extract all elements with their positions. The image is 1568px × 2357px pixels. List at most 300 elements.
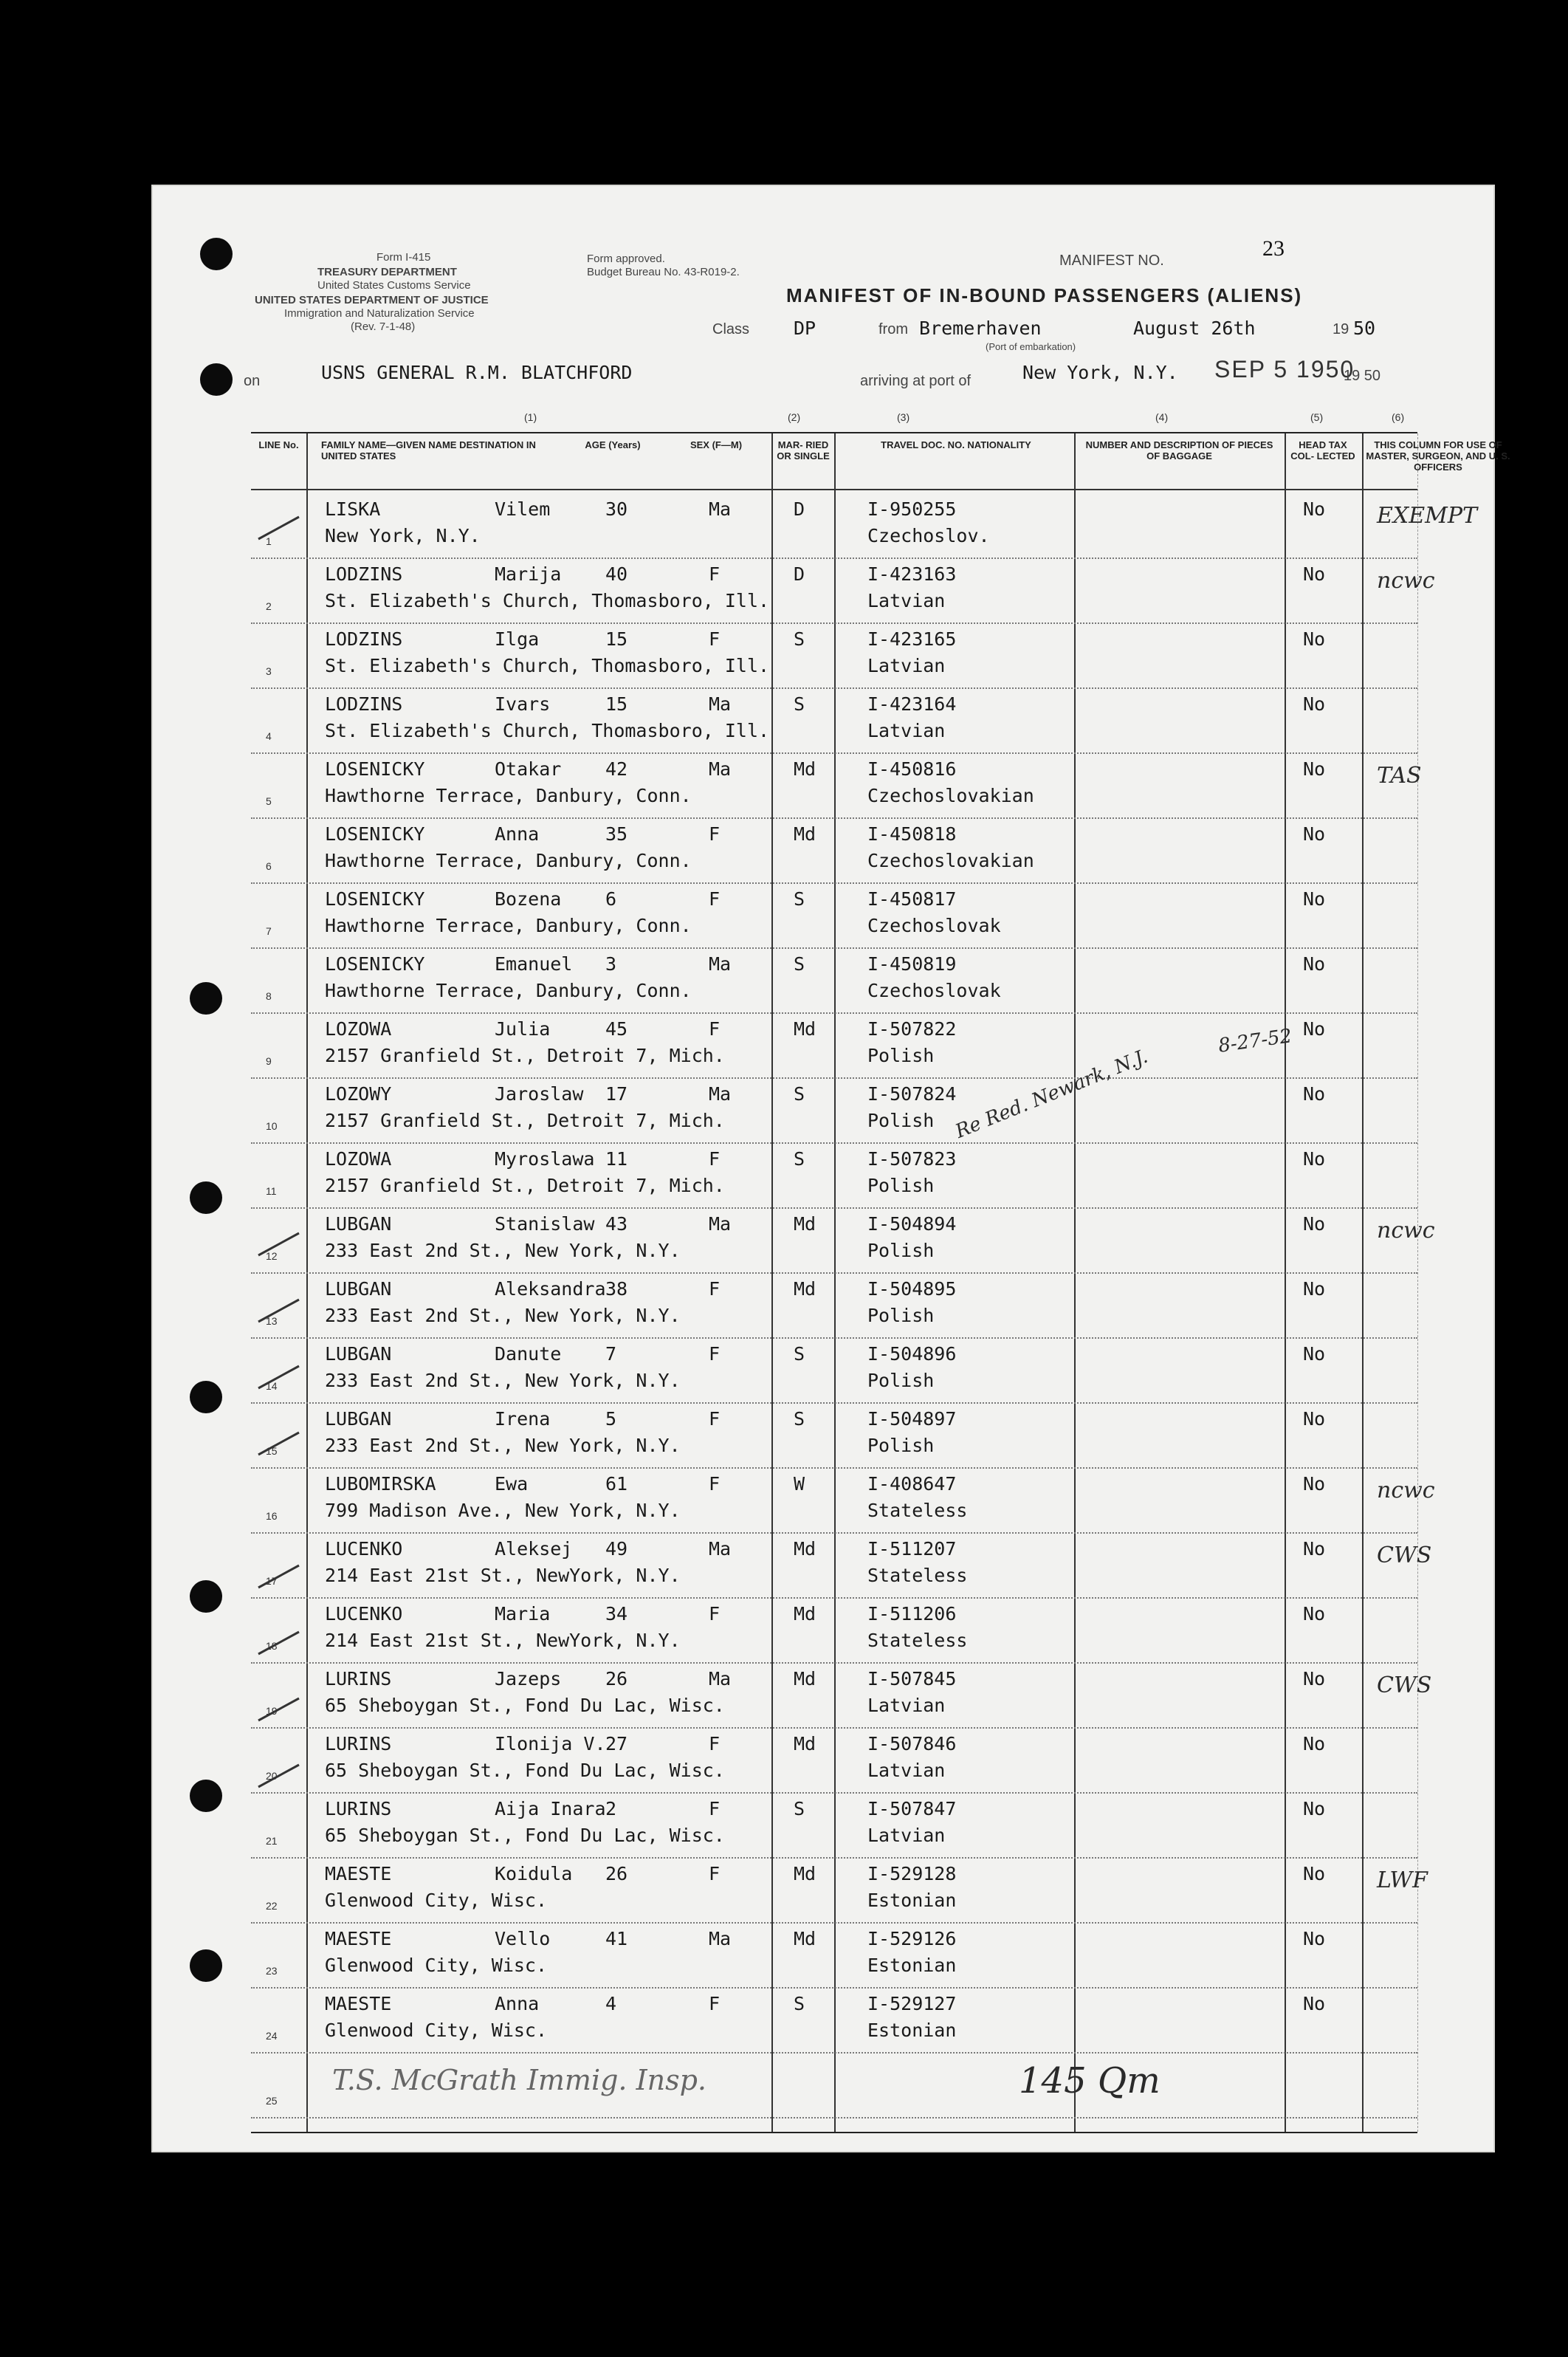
nationality: Stateless [867, 1500, 968, 1521]
line-number: 20 [266, 1770, 278, 1782]
inspector-signature: T.S. McGrath Immig. Insp. [332, 2064, 706, 2096]
head-tax: No [1303, 1993, 1326, 2014]
line-number: 9 [266, 1055, 272, 1067]
travel-doc-number: I-450819 [867, 953, 957, 975]
arriving-label: arriving at port of [860, 373, 972, 389]
nationality: Polish [867, 1370, 935, 1391]
destination: 2157 Granfield St., Detroit 7, Mich. [325, 1045, 725, 1066]
officer-note: TAS [1377, 763, 1422, 789]
sex: F [709, 1408, 721, 1430]
marital-status: S [794, 1408, 805, 1430]
line-number: 13 [266, 1315, 278, 1327]
given-name: Otakar [495, 758, 562, 780]
age: 17 [605, 1083, 628, 1105]
nationality: Polish [867, 1110, 935, 1131]
manifest-no-label: MANIFEST NO. [1059, 253, 1164, 269]
destination: 65 Sheboygan St., Fond Du Lac, Wisc. [325, 1695, 725, 1716]
marital-status: S [794, 1083, 805, 1105]
budget-bureau: Budget Bureau No. 43-R019-2. [587, 266, 740, 278]
given-name: Jaroslaw [495, 1083, 584, 1105]
table-row [251, 1792, 1417, 1857]
nationality: Latvian [867, 590, 946, 611]
destination: 233 East 2nd St., New York, N.Y. [325, 1435, 681, 1456]
travel-doc-number: I-504894 [867, 1213, 957, 1235]
travel-doc-number: I-507824 [867, 1083, 957, 1105]
header-married: MAR- RIED OR SINGLE [777, 439, 830, 462]
line-number: 23 [266, 1965, 278, 1977]
line-number: 21 [266, 1835, 278, 1847]
port-caption: (Port of embarkation) [986, 341, 1076, 352]
travel-doc-number: I-423163 [867, 563, 957, 585]
officer-note: EXEMPT [1377, 503, 1478, 529]
head-tax: No [1303, 628, 1326, 650]
destination: Hawthorne Terrace, Danbury, Conn. [325, 785, 692, 806]
binder-hole [190, 982, 222, 1015]
sex: F [709, 888, 721, 910]
header-head-tax: HEAD TAX COL- LECTED [1290, 439, 1355, 462]
table-row [251, 493, 1478, 557]
destination: St. Elizabeth's Church, Thomasboro, Ill. [325, 590, 770, 611]
line-number: 4 [266, 730, 272, 742]
travel-doc-number: I-450817 [867, 888, 957, 910]
sex: F [709, 1993, 721, 2014]
age: 61 [605, 1473, 628, 1495]
travel-doc-number: I-450818 [867, 823, 957, 845]
page-number: 23 [1262, 236, 1285, 261]
age: 15 [605, 693, 628, 715]
age: 26 [605, 1668, 628, 1689]
table-row [251, 687, 1417, 752]
nationality: Estonian [867, 1955, 957, 1976]
marital-status: S [794, 1798, 805, 1819]
nationality: Latvian [867, 1695, 946, 1716]
line-number: 7 [266, 925, 272, 937]
officer-note: CWS [1377, 1672, 1432, 1698]
line-number: 2 [266, 600, 272, 612]
sex: F [709, 1798, 721, 1819]
table-row [251, 752, 1422, 817]
family-name: LODZINS [325, 563, 403, 585]
sex: F [709, 1603, 721, 1624]
travel-doc-number: I-507845 [867, 1668, 957, 1689]
travel-doc-number: I-504895 [867, 1278, 957, 1300]
head-tax: No [1303, 1928, 1326, 1949]
given-name: Julia [495, 1018, 551, 1040]
given-name: Stanislaw [495, 1213, 595, 1235]
sex: Ma [709, 1668, 732, 1689]
travel-doc-number: I-511207 [867, 1538, 957, 1560]
age: 41 [605, 1928, 628, 1949]
line-number: 14 [266, 1380, 278, 1392]
binder-hole [190, 1780, 222, 1812]
age: 38 [605, 1278, 628, 1300]
family-name: LOSENICKY [325, 953, 425, 975]
given-name: Vello [495, 1928, 551, 1949]
given-name: Ewa [495, 1473, 529, 1495]
sex: Ma [709, 1928, 732, 1949]
sex: F [709, 1343, 721, 1365]
age: 3 [605, 953, 617, 975]
age: 11 [605, 1148, 628, 1170]
nationality: Latvian [867, 655, 946, 676]
marital-status: Md [794, 1863, 816, 1884]
travel-doc-number: I-529126 [867, 1928, 957, 1949]
age: 45 [605, 1018, 628, 1040]
age: 42 [605, 758, 628, 780]
dept-justice: UNITED STATES DEPARTMENT OF JUSTICE [255, 294, 489, 306]
table-row [251, 1467, 1435, 1532]
travel-doc-number: I-450816 [867, 758, 957, 780]
family-name: MAESTE [325, 1993, 392, 2014]
family-name: LUBOMIRSKA [325, 1473, 436, 1495]
table-row [251, 1272, 1417, 1337]
family-name: LISKA [325, 498, 381, 520]
family-name: LUBGAN [325, 1278, 392, 1300]
nationality: Latvian [867, 1760, 946, 1781]
table-row [251, 1207, 1435, 1272]
binder-hole [200, 363, 233, 396]
head-tax: No [1303, 1603, 1326, 1624]
travel-doc-number: I-950255 [867, 498, 957, 520]
destination: St. Elizabeth's Church, Thomasboro, Ill. [325, 720, 770, 741]
marital-status: S [794, 1343, 805, 1365]
line-number: 24 [266, 2030, 278, 2042]
head-tax: No [1303, 888, 1326, 910]
binder-hole [190, 1381, 222, 1413]
marital-status: Md [794, 1928, 816, 1949]
ship-name: USNS GENERAL R.M. BLATCHFORD [321, 362, 633, 383]
marital-status: Md [794, 1278, 816, 1300]
head-tax: No [1303, 1018, 1326, 1040]
destination: 233 East 2nd St., New York, N.Y. [325, 1305, 681, 1326]
nationality: Czechoslov. [867, 525, 990, 546]
nationality: Latvian [867, 1825, 946, 1846]
table-row [251, 1922, 1417, 1987]
col-num-6: (6) [1392, 411, 1405, 423]
line-number: 12 [266, 1250, 278, 1262]
arrival-date-stamp: SEP 5 1950 [1214, 356, 1355, 382]
line-number: 19 [266, 1705, 278, 1717]
arrival-year: 19 50 [1344, 368, 1381, 384]
dept-treasury-sub: United States Customs Service [317, 279, 471, 292]
marital-status: S [794, 693, 805, 715]
date-handwritten-note: 8-27-52 [1217, 1025, 1293, 1057]
nationality: Czechoslovakian [867, 785, 1034, 806]
form-approval: Form approved. [587, 253, 665, 265]
given-name: Emanuel [495, 953, 573, 975]
sex: F [709, 1278, 721, 1300]
given-name: Ivars [495, 693, 551, 715]
baggage-handwritten-note: Re Red. Newark, N.J. [952, 1045, 1151, 1143]
sex: F [709, 1473, 721, 1495]
family-name: LUBGAN [325, 1213, 392, 1235]
nationality: Polish [867, 1175, 935, 1196]
table-row [251, 1662, 1432, 1727]
line-number: 10 [266, 1120, 278, 1132]
nationality: Estonian [867, 2020, 957, 2041]
age: 5 [605, 1408, 617, 1430]
family-name: LURINS [325, 1668, 392, 1689]
table-row [251, 1077, 1417, 1142]
header-sex: SEX (F—M) [690, 439, 743, 450]
destination: 2157 Granfield St., Detroit 7, Mich. [325, 1175, 725, 1196]
officer-note: ncwc [1377, 1218, 1435, 1243]
officer-note: LWF [1377, 1867, 1428, 1893]
header-baggage: NUMBER AND DESCRIPTION OF PIECES OF BAGGAGE [1085, 439, 1273, 462]
given-name: Myroslawa [495, 1148, 595, 1170]
table-row [251, 882, 1417, 947]
sex: Ma [709, 1213, 732, 1235]
header-travel-doc: TRAVEL DOC. NO. NATIONALITY [881, 439, 1031, 450]
marital-status: W [794, 1473, 805, 1495]
travel-doc-number: I-529128 [867, 1863, 957, 1884]
given-name: Anna [495, 823, 540, 845]
line-number: 15 [266, 1445, 278, 1457]
family-name: MAESTE [325, 1863, 392, 1884]
line-number: 17 [266, 1575, 278, 1587]
head-tax: No [1303, 498, 1326, 520]
sex: F [709, 563, 721, 585]
given-name: Irena [495, 1408, 551, 1430]
given-name: Koidula [495, 1863, 573, 1884]
nationality: Polish [867, 1305, 935, 1326]
given-name: Bozena [495, 888, 562, 910]
family-name: LOZOWA [325, 1018, 392, 1040]
marital-status: S [794, 888, 805, 910]
sex: Ma [709, 953, 732, 975]
head-tax: No [1303, 1148, 1326, 1170]
col-num-4: (4) [1155, 411, 1169, 423]
family-name: LOSENICKY [325, 888, 425, 910]
given-name: Marija [495, 563, 562, 585]
table-row [251, 1142, 1417, 1207]
family-name: LUBGAN [325, 1343, 392, 1365]
travel-doc-number: I-507847 [867, 1798, 957, 1819]
sex: Ma [709, 498, 732, 520]
family-name: LOSENICKY [325, 758, 425, 780]
age: 15 [605, 628, 628, 650]
header-line-no: LINE No. [258, 439, 299, 450]
destination: 65 Sheboygan St., Fond Du Lac, Wisc. [325, 1825, 725, 1846]
manifest-page [151, 185, 1510, 2152]
head-tax: No [1303, 1473, 1326, 1495]
age: 43 [605, 1213, 628, 1235]
marital-status: S [794, 1993, 805, 2014]
given-name: Aija Inara [495, 1798, 606, 1819]
header-age: AGE (Years) [585, 439, 641, 450]
marital-status: Md [794, 1668, 816, 1689]
travel-doc-number: I-504896 [867, 1343, 957, 1365]
family-name: LOZOWY [325, 1083, 392, 1105]
travel-doc-number: I-423165 [867, 628, 957, 650]
head-tax: No [1303, 563, 1326, 585]
table-row [251, 622, 1417, 687]
given-name: Anna [495, 1993, 540, 2014]
sex: F [709, 1018, 721, 1040]
officer-note: ncwc [1377, 568, 1435, 594]
destination: St. Elizabeth's Church, Thomasboro, Ill. [325, 655, 770, 676]
travel-doc-number: I-504897 [867, 1408, 957, 1430]
officer-note: CWS [1377, 1543, 1432, 1568]
manifest-title: MANIFEST OF IN-BOUND PASSENGERS (ALIENS) [786, 284, 1303, 306]
travel-doc-number: I-408647 [867, 1473, 957, 1495]
sex: F [709, 823, 721, 845]
sex: F [709, 1733, 721, 1754]
table-row [251, 1727, 1417, 1792]
given-name: Aleksandra [495, 1278, 606, 1300]
line-number: 25 [266, 2095, 278, 2107]
table-row [251, 1597, 1417, 1662]
table-row [251, 817, 1417, 882]
table-row [251, 1402, 1417, 1467]
head-tax: No [1303, 1213, 1326, 1235]
travel-doc-number: I-507846 [867, 1733, 957, 1754]
table-row [251, 1337, 1417, 1402]
age: 35 [605, 823, 628, 845]
head-tax: No [1303, 758, 1326, 780]
age: 30 [605, 498, 628, 520]
head-tax: No [1303, 1798, 1326, 1819]
age: 34 [605, 1603, 628, 1624]
marital-status: S [794, 953, 805, 975]
arrival-port: New York, N.Y. [1022, 362, 1178, 383]
destination: Hawthorne Terrace, Danbury, Conn. [325, 915, 692, 936]
table-row [251, 1532, 1432, 1597]
binder-hole [190, 1580, 222, 1613]
line-number: 16 [266, 1510, 278, 1522]
marital-status: Md [794, 758, 816, 780]
age: 26 [605, 1863, 628, 1884]
destination: Glenwood City, Wisc. [325, 2020, 548, 2041]
passenger-table [251, 411, 1510, 2133]
destination: 65 Sheboygan St., Fond Du Lac, Wisc. [325, 1760, 725, 1781]
binder-hole [190, 1949, 222, 1982]
sex: F [709, 628, 721, 650]
line-number: 11 [266, 1185, 277, 1197]
sex: Ma [709, 758, 732, 780]
ship-prefix: on [244, 373, 261, 389]
nationality: Czechoslovak [867, 915, 1001, 936]
nationality: Polish [867, 1240, 935, 1261]
given-name: Aleksej [495, 1538, 573, 1560]
destination: New York, N.Y. [325, 525, 481, 546]
age: 2 [605, 1798, 617, 1819]
head-tax: No [1303, 1343, 1326, 1365]
table-row [251, 557, 1435, 622]
travel-doc-number: I-529127 [867, 1993, 957, 2014]
destination: 233 East 2nd St., New York, N.Y. [325, 1240, 681, 1261]
family-name: LODZINS [325, 628, 403, 650]
col-num-2: (2) [788, 411, 801, 423]
row-divider [251, 2117, 1417, 2118]
marital-status: Md [794, 1603, 816, 1624]
sex: Ma [709, 693, 732, 715]
age: 6 [605, 888, 617, 910]
year-printed: 19 [1333, 321, 1349, 337]
destination: Hawthorne Terrace, Danbury, Conn. [325, 980, 692, 1001]
marital-status: S [794, 628, 805, 650]
family-name: LODZINS [325, 693, 403, 715]
officer-note: ncwc [1377, 1478, 1435, 1503]
given-name: Maria [495, 1603, 551, 1624]
head-tax: No [1303, 953, 1326, 975]
marital-status: S [794, 1148, 805, 1170]
nationality: Latvian [867, 720, 946, 741]
age: 27 [605, 1733, 628, 1754]
head-tax: No [1303, 693, 1326, 715]
line-number: 3 [266, 665, 272, 677]
col-num-5: (5) [1310, 411, 1324, 423]
from-label: from [878, 321, 908, 337]
header-officers: THIS COLUMN FOR USE OF MASTER, SURGEON, AND U. S. OFFICERS [1366, 439, 1510, 473]
destination: 2157 Granfield St., Detroit 7, Mich. [325, 1110, 725, 1131]
table-row [251, 947, 1417, 1012]
form-number: Form I-415 [376, 251, 431, 264]
given-name: Vilem [495, 498, 551, 520]
departure-date: August 26th [1133, 318, 1256, 339]
marital-status: D [794, 563, 805, 585]
travel-doc-number: I-507822 [867, 1018, 957, 1040]
family-name: LUCENKO [325, 1538, 403, 1560]
family-name: LURINS [325, 1733, 392, 1754]
marital-status: Md [794, 1538, 816, 1560]
age: 4 [605, 1993, 617, 2014]
destination: 214 East 21st St., NewYork, N.Y. [325, 1630, 681, 1651]
age: 7 [605, 1343, 617, 1365]
table-row [251, 1987, 1417, 2052]
family-name: MAESTE [325, 1928, 392, 1949]
given-name: Ilonija V. [495, 1733, 606, 1754]
head-tax: No [1303, 823, 1326, 845]
destination: 233 East 2nd St., New York, N.Y. [325, 1370, 681, 1391]
family-name: LUCENKO [325, 1603, 403, 1624]
given-name: Ilga [495, 628, 540, 650]
line-number: 1 [266, 535, 272, 547]
destination: Glenwood City, Wisc. [325, 1890, 548, 1911]
family-name: LOSENICKY [325, 823, 425, 845]
marital-status: Md [794, 823, 816, 845]
table-row [251, 1857, 1428, 1922]
sex: Ma [709, 1538, 732, 1560]
marital-status: Md [794, 1213, 816, 1235]
line-number: 22 [266, 1900, 278, 1912]
nationality: Estonian [867, 1890, 957, 1911]
destination: Hawthorne Terrace, Danbury, Conn. [325, 850, 692, 871]
given-name: Jazeps [495, 1668, 562, 1689]
binder-hole [200, 238, 233, 270]
check-marks [255, 510, 314, 2104]
destination: 214 East 21st St., NewYork, N.Y. [325, 1565, 681, 1586]
nationality: Polish [867, 1435, 935, 1456]
nationality: Stateless [867, 1565, 968, 1586]
total-handwritten: 145 Qm [1019, 2060, 1160, 2102]
line-number: 18 [266, 1640, 278, 1652]
line-number: 8 [266, 990, 272, 1002]
head-tax: No [1303, 1408, 1326, 1430]
marital-status: Md [794, 1733, 816, 1754]
year-value: 50 [1353, 318, 1376, 339]
given-name: Danute [495, 1343, 562, 1365]
nationality: Czechoslovak [867, 980, 1001, 1001]
destination: Glenwood City, Wisc. [325, 1955, 548, 1976]
line-number: 6 [266, 860, 272, 872]
col-num-3: (3) [897, 411, 910, 423]
form-revision: (Rev. 7-1-48) [351, 320, 416, 333]
age: 49 [605, 1538, 628, 1560]
family-name: LUBGAN [325, 1408, 392, 1430]
family-name: LURINS [325, 1798, 392, 1819]
sex: F [709, 1148, 721, 1170]
